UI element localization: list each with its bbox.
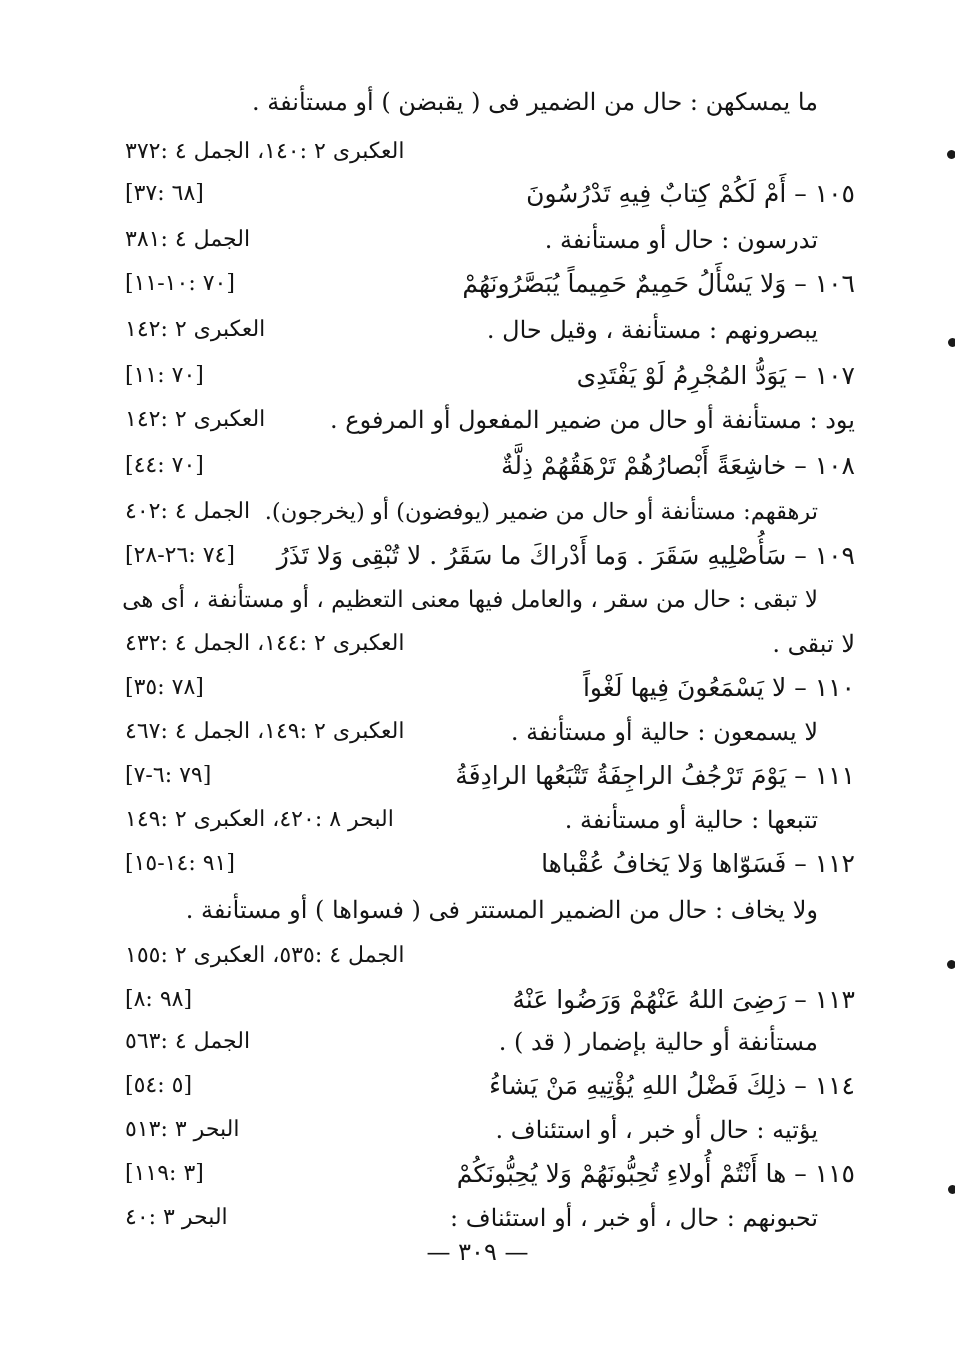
text-line bbox=[120, 80, 855, 124]
verse-text: ١٠٧ – يَوَدُّ المُجْرِمُ لَوْ يَفْتَدِى bbox=[576, 361, 855, 390]
verse-citation: [٣ :١١٩] bbox=[125, 1161, 204, 1186]
verse-line bbox=[120, 666, 855, 710]
page-number: — ٣٠٩ — bbox=[426, 1238, 529, 1266]
verse-text: ١١٢ – فَسَوّاها وَلا يَخافُ عُقْباها bbox=[541, 849, 855, 878]
verse-line bbox=[120, 444, 855, 488]
verse-line bbox=[120, 842, 855, 886]
verse-citation: [٧٠ :١١] bbox=[125, 363, 204, 388]
verse-text: ١١٣ – رَضِىَ اللهُ عَنْهُمْ وَرَضُوا عَنْهُ bbox=[512, 985, 855, 1014]
verse-line bbox=[120, 354, 855, 398]
text-line bbox=[120, 398, 855, 442]
text-line bbox=[120, 710, 855, 754]
source-reference: البحر ٣ :٥١٣ bbox=[125, 1117, 240, 1142]
source-reference: الجمل ٤ :٤٠٢ bbox=[125, 499, 251, 524]
source-reference: العكبرى ٢ :١٤٢ bbox=[125, 317, 266, 342]
text-line bbox=[120, 578, 855, 622]
verse-line bbox=[120, 754, 855, 798]
text-line bbox=[120, 622, 855, 666]
commentary-text: يؤتيه : حال أو خبر ، أو استئناف . bbox=[495, 1116, 818, 1144]
verse-text: ١٠٥ – أَمْ لَكُمْ كِتابٌ فِيهِ تَدْرُسُونَ bbox=[526, 179, 855, 208]
verse-line bbox=[120, 978, 855, 1022]
verse-line bbox=[120, 534, 855, 578]
source-reference: العكبرى ٢ :١٤٢ bbox=[125, 407, 266, 432]
commentary-text: تحبونهم : حال ، أو خبر ، أو استئناف : bbox=[450, 1204, 818, 1232]
commentary-text: لا تبقى . bbox=[772, 630, 855, 658]
commentary-text: تتبعها : حالية أو مستأنفة . bbox=[564, 806, 818, 834]
verse-citation: [٩١ :١٤-١٥] bbox=[125, 851, 235, 876]
verse-text: ١١٥ – ها أَنْتُمْ أُولاءِ تُحِبُّونَهُمْ وَلا يُحِبُّونَكُمْ bbox=[456, 1159, 855, 1188]
verse-citation: [٧٨ :٣٥] bbox=[125, 675, 204, 700]
verse-citation: [٦٨ :٣٧] bbox=[125, 181, 204, 206]
commentary-text: يود : مستأنفة أو حال من ضمير المفعول أو المرفوع . bbox=[330, 406, 855, 434]
text-line bbox=[120, 308, 855, 352]
verse-text: ١١٠ – لا يَسْمَعُونَ فِيها لَغْواً bbox=[582, 673, 855, 702]
source-reference: البحر ٨ :٤٢٠، العكبرى ٢ :١٤٩ bbox=[125, 807, 394, 832]
commentary-text: مستأنفة أو حالية بإضمار ( قد ) . bbox=[498, 1028, 818, 1056]
text-line bbox=[120, 1196, 855, 1240]
verse-citation: [٧٠ :١٠-١١] bbox=[125, 271, 235, 296]
text-line bbox=[120, 934, 855, 978]
source-reference: العكبرى ٢ :١٤٠، الجمل ٤ :٣٧٢ bbox=[125, 139, 405, 164]
text-line bbox=[120, 798, 855, 842]
verse-citation: [٧٤ :٢٦-٢٨] bbox=[125, 543, 235, 568]
text-line bbox=[120, 130, 855, 174]
commentary-text: تدرسون : حال أو مستأنفة . bbox=[544, 226, 818, 254]
commentary-text: ولا يخاف : حال من الضمير المستتر فى ( فسواها ) أو مستأنفة . bbox=[185, 896, 818, 924]
source-reference: العكبرى ٢ :١٤٩، الجمل ٤ :٤٦٧ bbox=[125, 719, 405, 744]
verse-line bbox=[120, 172, 855, 216]
text-line bbox=[120, 1108, 855, 1152]
margin-mark bbox=[947, 150, 955, 159]
verse-citation: [٩٨ :٨] bbox=[125, 987, 193, 1012]
text-line bbox=[120, 218, 855, 262]
verse-line bbox=[120, 1152, 855, 1196]
verse-citation: [٧٩ :٦-٧] bbox=[125, 763, 212, 788]
verse-line bbox=[120, 262, 855, 306]
text-line bbox=[120, 490, 855, 534]
source-reference: البحر ٣ :٤٠ bbox=[125, 1205, 228, 1230]
text-line bbox=[120, 888, 855, 932]
verse-text: ١٠٦ – وَلا يَسْأَلُ حَمِيمٌ حَمِيماً يُبَصَّرُونَهُمْ bbox=[462, 269, 855, 298]
margin-mark bbox=[947, 960, 955, 969]
margin-mark bbox=[948, 1185, 955, 1194]
verse-text: ١١٤ – ذلِكَ فَضْلُ اللهِ يُؤْتِيهِ مَنْ يَشاءُ bbox=[489, 1071, 855, 1100]
source-reference: الجمل ٤ :٥٣٥، العكبرى ٢ :١٥٥ bbox=[125, 943, 405, 968]
verse-text: ١٠٨ – خاشِعَةً أَبْصارُهُمْ تَرْهَقُهُمْ ذِلَّةٌ bbox=[500, 451, 855, 480]
verse-text: ١٠٩ – سَأُصْلِيهِ سَقَرَ . وَما أَدْراكَ ما سَقَرُ . لا تُبْقِى وَلا تَذَرُ bbox=[276, 541, 855, 570]
commentary-text: ترهقهم: مستأنفة أو حال من ضمير (يوفضون) أو (يخرجون). bbox=[264, 499, 818, 525]
text-line bbox=[120, 1020, 855, 1064]
verse-line bbox=[120, 1064, 855, 1108]
commentary-text: ما يمسكهن : حال من الضمير فى ( يقبضن ) أو مستأنفة . bbox=[252, 88, 818, 116]
source-reference: العكبرى ٢ :١٤٤، الجمل ٤ :٤٣٢ bbox=[125, 631, 405, 656]
verse-text: ١١١ – يَوْمَ تَرْجُفُ الراجِفَةُ تَتْبَعُها الرادِفَةُ bbox=[455, 761, 855, 790]
margin-mark bbox=[948, 338, 955, 347]
commentary-text: لا يسمعون : حالية أو مستأنفة . bbox=[510, 718, 818, 746]
verse-citation: [٧٠ :٤٤] bbox=[125, 453, 204, 478]
commentary-text: لا تبقى : حال من سقر ، والعامل فيها معنى التعظيم ، أو مستأنفة ، أى هى bbox=[122, 587, 818, 613]
source-reference: الجمل ٤ :٥٦٣ bbox=[125, 1029, 251, 1054]
commentary-text: يبصرونهم : مستأنفة ، وقيل حال . bbox=[486, 316, 818, 344]
source-reference: الجمل ٤ :٣٨١ bbox=[125, 227, 251, 252]
verse-citation: [٥ :٥٤] bbox=[125, 1073, 193, 1098]
